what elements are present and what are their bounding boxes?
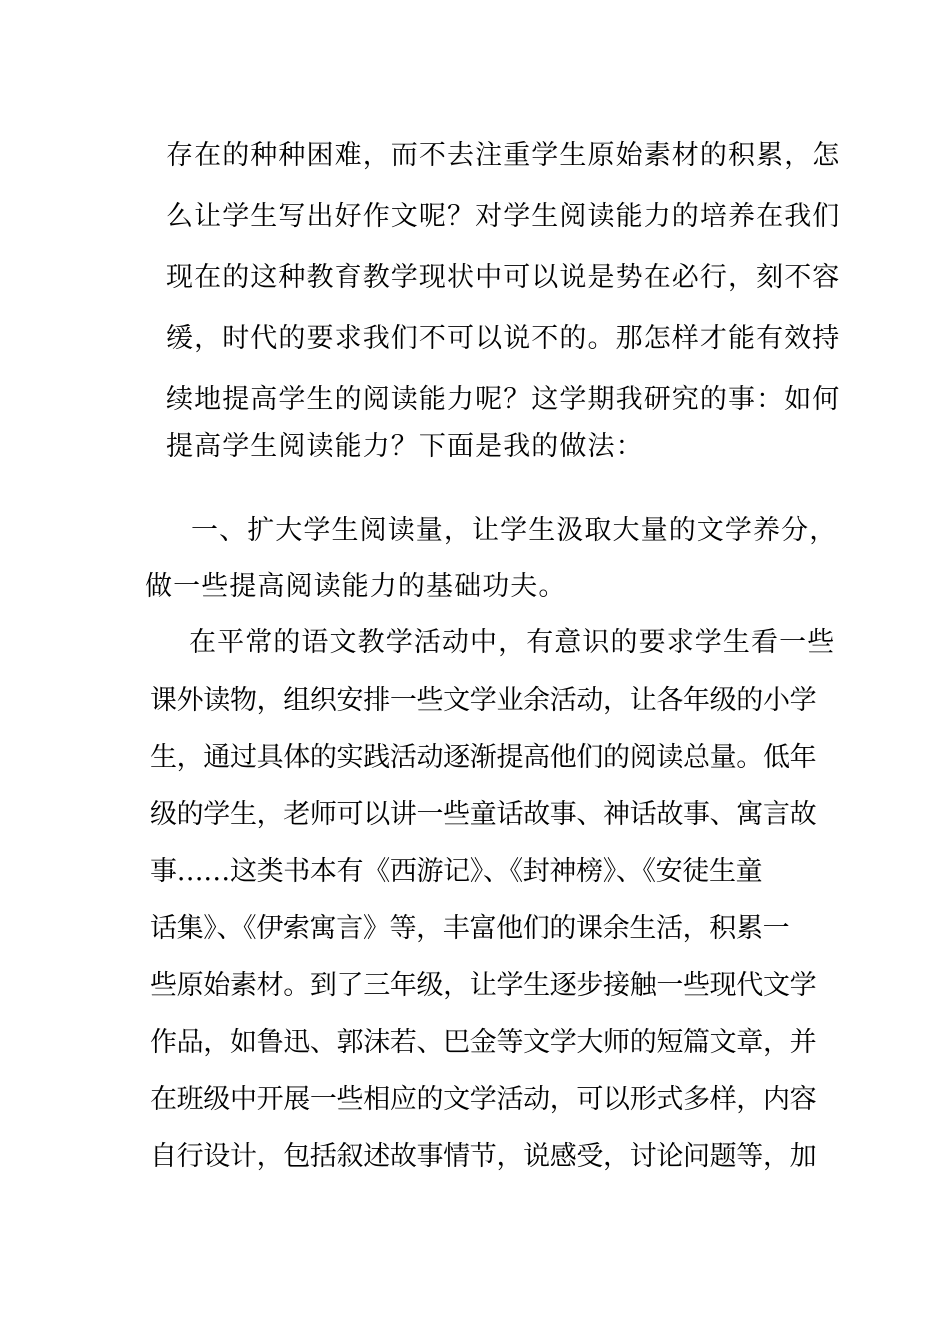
text-line: 存在的种种困难，而不去注重学生原始素材的积累，怎 [166,140,841,171]
section-heading-line: 做一些提高阅读能力的基础功夫。 [145,571,567,602]
section-heading-line: 一、扩大学生阅读量，让学生汲取大量的文学养分， [191,515,838,546]
text-line: 现在的这种教育教学现状中可以说是势在必行，刻不容 [166,262,841,293]
text-line: 生，通过具体的实践活动逐渐提高他们的阅读总量。低年 [150,742,817,773]
text-line: 么让学生写出好作文呢？对学生阅读能力的培养在我们 [166,201,841,232]
text-line: 些原始素材。到了三年级，让学生逐步接触一些现代文学 [150,970,817,1001]
text-line: 在平常的语文教学活动中，有意识的要求学生看一些 [189,627,836,658]
text-line: 提高学生阅读能力？下面是我的做法： [166,431,644,462]
text-line: 续地提高学生的阅读能力呢？这学期我研究的事：如何 [166,384,841,415]
text-line: 话集》、《伊索寓言》等，丰富他们的课余生活，积累一 [150,913,790,944]
text-line: 自行设计，包括叙述故事情节，说感受，讨论问题等，加 [150,1141,817,1172]
text-line: 课外读物，组织安排一些文学业余活动，让各年级的小学 [150,685,817,716]
text-line: 在班级中开展一些相应的文学活动，可以形式多样，内容 [150,1084,817,1115]
text-line: 缓，时代的要求我们不可以说不的。那怎样才能有效持 [166,323,841,354]
text-line: 作品，如鲁迅、郭沫若、巴金等文学大师的短篇文章，并 [150,1027,817,1058]
text-line: 级的学生，老师可以讲一些童话故事、神话故事、寓言故 [150,799,817,830]
text-line: 事……这类书本有《西游记》、《封神榜》、《安徒生童 [150,856,763,887]
